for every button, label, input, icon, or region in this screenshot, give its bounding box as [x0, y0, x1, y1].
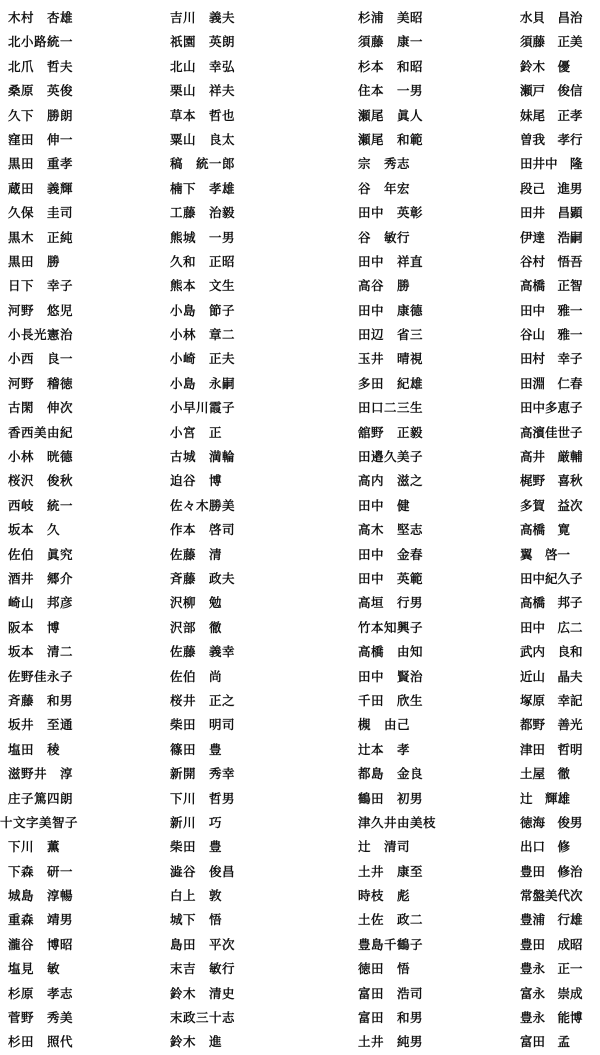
name-entry: 北爪 哲夫 [8, 58, 74, 74]
name-entry: 都野 善光 [520, 717, 583, 733]
name-entry: 菅野 秀美 [8, 1010, 74, 1026]
name-entry: 桑原 英俊 [8, 83, 74, 99]
name-entry: 小崎 正夫 [170, 351, 236, 367]
name-entry: 古閑 伸次 [8, 400, 74, 416]
name-entry: 小長光憲治 [8, 327, 74, 343]
name-entry: 稿 統一郎 [170, 156, 236, 172]
name-entry: 香西美由紀 [8, 424, 74, 440]
name-entry: 桜沢 俊秋 [8, 473, 74, 489]
name-entry: 豊島千鶴子 [358, 936, 424, 952]
name-entry: 桜井 正之 [170, 692, 236, 708]
name-entry: 谷村 悟吾 [520, 253, 583, 269]
name-entry: 田中 雅一 [520, 302, 583, 318]
name-entry: 佐々木勝美 [170, 497, 236, 513]
name-entry: 下森 研一 [8, 863, 74, 879]
name-entry: 小早川霞子 [170, 400, 236, 416]
name-entry: 高橋 由知 [358, 644, 424, 660]
name-entry: 崎山 邦彦 [8, 595, 74, 611]
name-entry: 佐伯 眞究 [8, 546, 74, 562]
name-entry: 佐伯 尚 [170, 668, 223, 684]
name-entry: 田中 康德 [358, 302, 424, 318]
name-entry: 田中 英彰 [358, 205, 424, 221]
name-entry: 草本 哲也 [170, 107, 236, 123]
name-entry: 豊永 正一 [520, 961, 583, 977]
name-entry: 塩見 敏 [8, 961, 61, 977]
name-entry: 鈴木 進 [170, 1034, 223, 1050]
name-entry: 千田 欣生 [358, 692, 424, 708]
name-entry: 槻 由己 [358, 717, 411, 733]
name-entry: 竹本知興子 [358, 619, 424, 635]
name-entry: 塩田 稜 [8, 741, 61, 757]
name-entry: 杉本 和昭 [358, 58, 424, 74]
name-entry: 小島 永嗣 [170, 375, 236, 391]
name-entry: 土屋 徹 [520, 766, 571, 782]
name-entry: 多賀 益次 [520, 497, 583, 513]
name-entry: 佐野佳永子 [8, 668, 74, 684]
name-entry: 佐藤 清 [170, 546, 223, 562]
name-entry: 十文字美智子 [0, 814, 79, 830]
name-entry: 谷 敏行 [358, 229, 411, 245]
name-entry: 近山 晶夫 [520, 668, 583, 684]
name-entry: 新川 巧 [170, 814, 223, 830]
name-entry: 祇園 英朗 [170, 34, 236, 50]
name-column-1 [0, 6, 148, 1055]
name-entry: 末吉 敏行 [170, 961, 236, 977]
name-entry: 窪田 伸一 [8, 131, 74, 147]
name-entry: 田井中 隆 [520, 156, 583, 172]
name-entry: 富田 和男 [358, 1010, 424, 1026]
name-entry: 高内 滋之 [358, 473, 424, 489]
name-entry: 柴田 豊 [170, 839, 223, 855]
name-entry: 久和 正昭 [170, 253, 236, 269]
name-entry: 河野 稽徳 [8, 375, 74, 391]
name-entry: 小林 章二 [170, 327, 236, 343]
name-entry: 高木 堅志 [358, 522, 424, 538]
name-entry: 高橋 正智 [520, 278, 583, 294]
name-entry: 徳田 悟 [358, 961, 411, 977]
name-entry: 田中 広二 [520, 619, 583, 635]
name-entry: 武内 良和 [520, 644, 583, 660]
name-entry: 土佐 政二 [358, 912, 424, 928]
name-entry: 妹尾 正孝 [520, 107, 583, 123]
name-entry: 熊城 一男 [170, 229, 236, 245]
name-entry: 玉井 晴視 [358, 351, 424, 367]
name-entry: 黒木 正純 [8, 229, 74, 245]
name-entry: 沢部 徹 [170, 619, 223, 635]
name-entry: 高橋 邦子 [520, 595, 583, 611]
name-entry: 坂井 至通 [8, 717, 74, 733]
name-entry: 鈴木 優 [520, 58, 571, 74]
name-entry: 北小路統一 [8, 34, 74, 50]
name-entry: 黒田 重孝 [8, 156, 74, 172]
name-entry: 辻 輝雄 [520, 790, 571, 806]
name-entry: 阪本 博 [8, 619, 61, 635]
name-entry: 出口 修 [520, 839, 571, 855]
name-entry: 斉藤 政夫 [170, 570, 236, 586]
name-entry: 小林 晄德 [8, 449, 74, 465]
name-entry: 城下 悟 [170, 912, 223, 928]
name-entry: 多田 紀雄 [358, 375, 424, 391]
name-entry: 小西 良一 [8, 351, 74, 367]
name-entry: 鶴田 初男 [358, 790, 424, 806]
name-entry: 富田 浩司 [358, 985, 424, 1001]
name-entry: 高井 厳輔 [520, 449, 583, 465]
name-entry: 瀬尾 眞人 [358, 107, 424, 123]
name-entry: 田中 金春 [358, 546, 424, 562]
name-entry: 小島 節子 [170, 302, 236, 318]
name-entry: 西岐 統一 [8, 497, 74, 513]
name-entry: 水貝 昌治 [520, 10, 583, 25]
name-entry: 沢柳 勉 [170, 595, 223, 611]
name-entry: 日下 幸子 [8, 278, 74, 294]
name-entry: 辻 清司 [358, 839, 411, 855]
name-entry: 翼 啓一 [520, 546, 571, 562]
name-column-2 [170, 6, 320, 1055]
name-entry: 津久井由美枝 [358, 814, 437, 830]
name-entry: 都島 金良 [358, 766, 424, 782]
name-entry: 酒井 郷介 [8, 570, 74, 586]
name-entry: 重森 靖男 [8, 912, 74, 928]
name-entry: 田辺 省三 [358, 327, 424, 343]
name-entry: 城島 淳暢 [8, 888, 74, 904]
name-entry: 時枝 彪 [358, 888, 411, 904]
name-entry: 杉浦 美昭 [358, 10, 424, 25]
name-column-3 [358, 6, 503, 1055]
name-entry: 田淵 仁春 [520, 375, 583, 391]
name-entry: 高橋 寛 [520, 522, 571, 538]
name-entry: 久保 圭司 [8, 205, 74, 221]
name-entry: 土井 康至 [358, 863, 424, 879]
name-entry: 高垣 行男 [358, 595, 424, 611]
name-entry: 鈴木 清史 [170, 985, 236, 1001]
name-entry: 篠田 豊 [170, 741, 223, 757]
name-entry: 豊田 修治 [520, 863, 583, 879]
name-entry: 田中紀久子 [520, 570, 583, 586]
name-entry: 豊田 成昭 [520, 936, 583, 952]
name-entry: 高谷 勝 [358, 278, 411, 294]
name-entry: 澁谷 俊昌 [170, 863, 236, 879]
name-entry: 蔵田 義輝 [8, 180, 74, 196]
name-entry: 田村 幸子 [520, 351, 583, 367]
name-entry: 田中 賢治 [358, 668, 424, 684]
name-entry: 坂本 清二 [8, 644, 74, 660]
name-entry: 栗山 祥夫 [170, 83, 236, 99]
name-entry: 杉田 照代 [8, 1034, 74, 1050]
name-entry: 新開 秀幸 [170, 766, 236, 782]
name-entry: 須藤 康一 [358, 34, 424, 50]
name-entry: 津田 哲明 [520, 741, 583, 757]
name-entry: 佐藤 義幸 [170, 644, 236, 660]
name-entry: 梶野 喜秋 [520, 473, 583, 489]
name-entry: 黒田 勝 [8, 253, 61, 269]
name-entry: 須藤 正美 [520, 34, 583, 50]
name-entry: 工藤 治毅 [170, 205, 236, 221]
name-entry: 作本 啓司 [170, 522, 236, 538]
name-entry: 舘野 正毅 [358, 424, 424, 440]
name-entry: 谷山 雅一 [520, 327, 583, 343]
name-entry: 宗 秀志 [358, 156, 411, 172]
name-entry: 豊浦 行雄 [520, 912, 583, 928]
name-entry: 小宮 正 [170, 424, 223, 440]
name-entry: 末政三十志 [170, 1010, 236, 1026]
name-entry: 久下 勝朗 [8, 107, 74, 123]
name-entry: 富田 孟 [520, 1034, 571, 1050]
name-entry: 楠下 孝雄 [170, 180, 236, 196]
name-entry: 吉川 義夫 [170, 10, 236, 25]
name-entry: 段己 進男 [520, 180, 583, 196]
name-entry: 瀬尾 和範 [358, 131, 424, 147]
name-entry: 辻本 孝 [358, 741, 411, 757]
name-entry: 河野 悠児 [8, 302, 74, 318]
name-entry: 坂本 久 [8, 522, 61, 538]
name-entry: 下川 哲男 [170, 790, 236, 806]
name-entry: 高濱佳世子 [520, 424, 583, 440]
name-entry: 田邉久美子 [358, 449, 424, 465]
name-entry: 谷 年宏 [358, 180, 411, 196]
name-entry: 田中 健 [358, 497, 411, 513]
name-entry: 白上 敦 [170, 888, 223, 904]
name-entry: 田中多恵子 [520, 400, 583, 416]
name-entry: 下川 薫 [8, 839, 61, 855]
name-entry: 塚原 幸記 [520, 692, 583, 708]
name-entry: 粟山 良太 [170, 131, 236, 147]
name-entry: 瀧谷 博昭 [8, 936, 74, 952]
name-entry: 木村 杏雄 [8, 10, 74, 25]
name-entry: 土井 純男 [358, 1034, 424, 1050]
name-entry: 瀬戸 俊信 [520, 83, 583, 99]
name-entry: 田中 祥直 [358, 253, 424, 269]
name-entry: 住本 一男 [358, 83, 424, 99]
name-entry: 滋野井 淳 [8, 766, 74, 782]
name-entry: 杉原 孝志 [8, 985, 74, 1001]
name-entry: 田井 昌顕 [520, 205, 583, 221]
name-entry: 豊永 能博 [520, 1010, 583, 1026]
name-entry: 斉藤 和男 [8, 692, 74, 708]
name-entry: 富永 崇成 [520, 985, 583, 1001]
name-entry: 庄子篤四朗 [8, 790, 74, 806]
name-entry: 徳海 俊男 [520, 814, 583, 830]
name-entry: 常盤美代次 [520, 888, 583, 904]
name-entry: 柴田 明司 [170, 717, 236, 733]
name-entry: 島田 平次 [170, 936, 236, 952]
name-entry: 迫谷 博 [170, 473, 223, 489]
name-entry: 北山 幸弘 [170, 58, 236, 74]
name-entry: 田口二三生 [358, 400, 424, 416]
name-entry: 伊達 浩嗣 [520, 229, 583, 245]
name-entry: 熊本 文生 [170, 278, 236, 294]
name-entry: 田中 英範 [358, 570, 424, 586]
name-entry: 曽我 孝行 [520, 131, 583, 147]
name-entry: 古城 満輪 [170, 449, 236, 465]
name-column-4 [520, 6, 600, 1055]
